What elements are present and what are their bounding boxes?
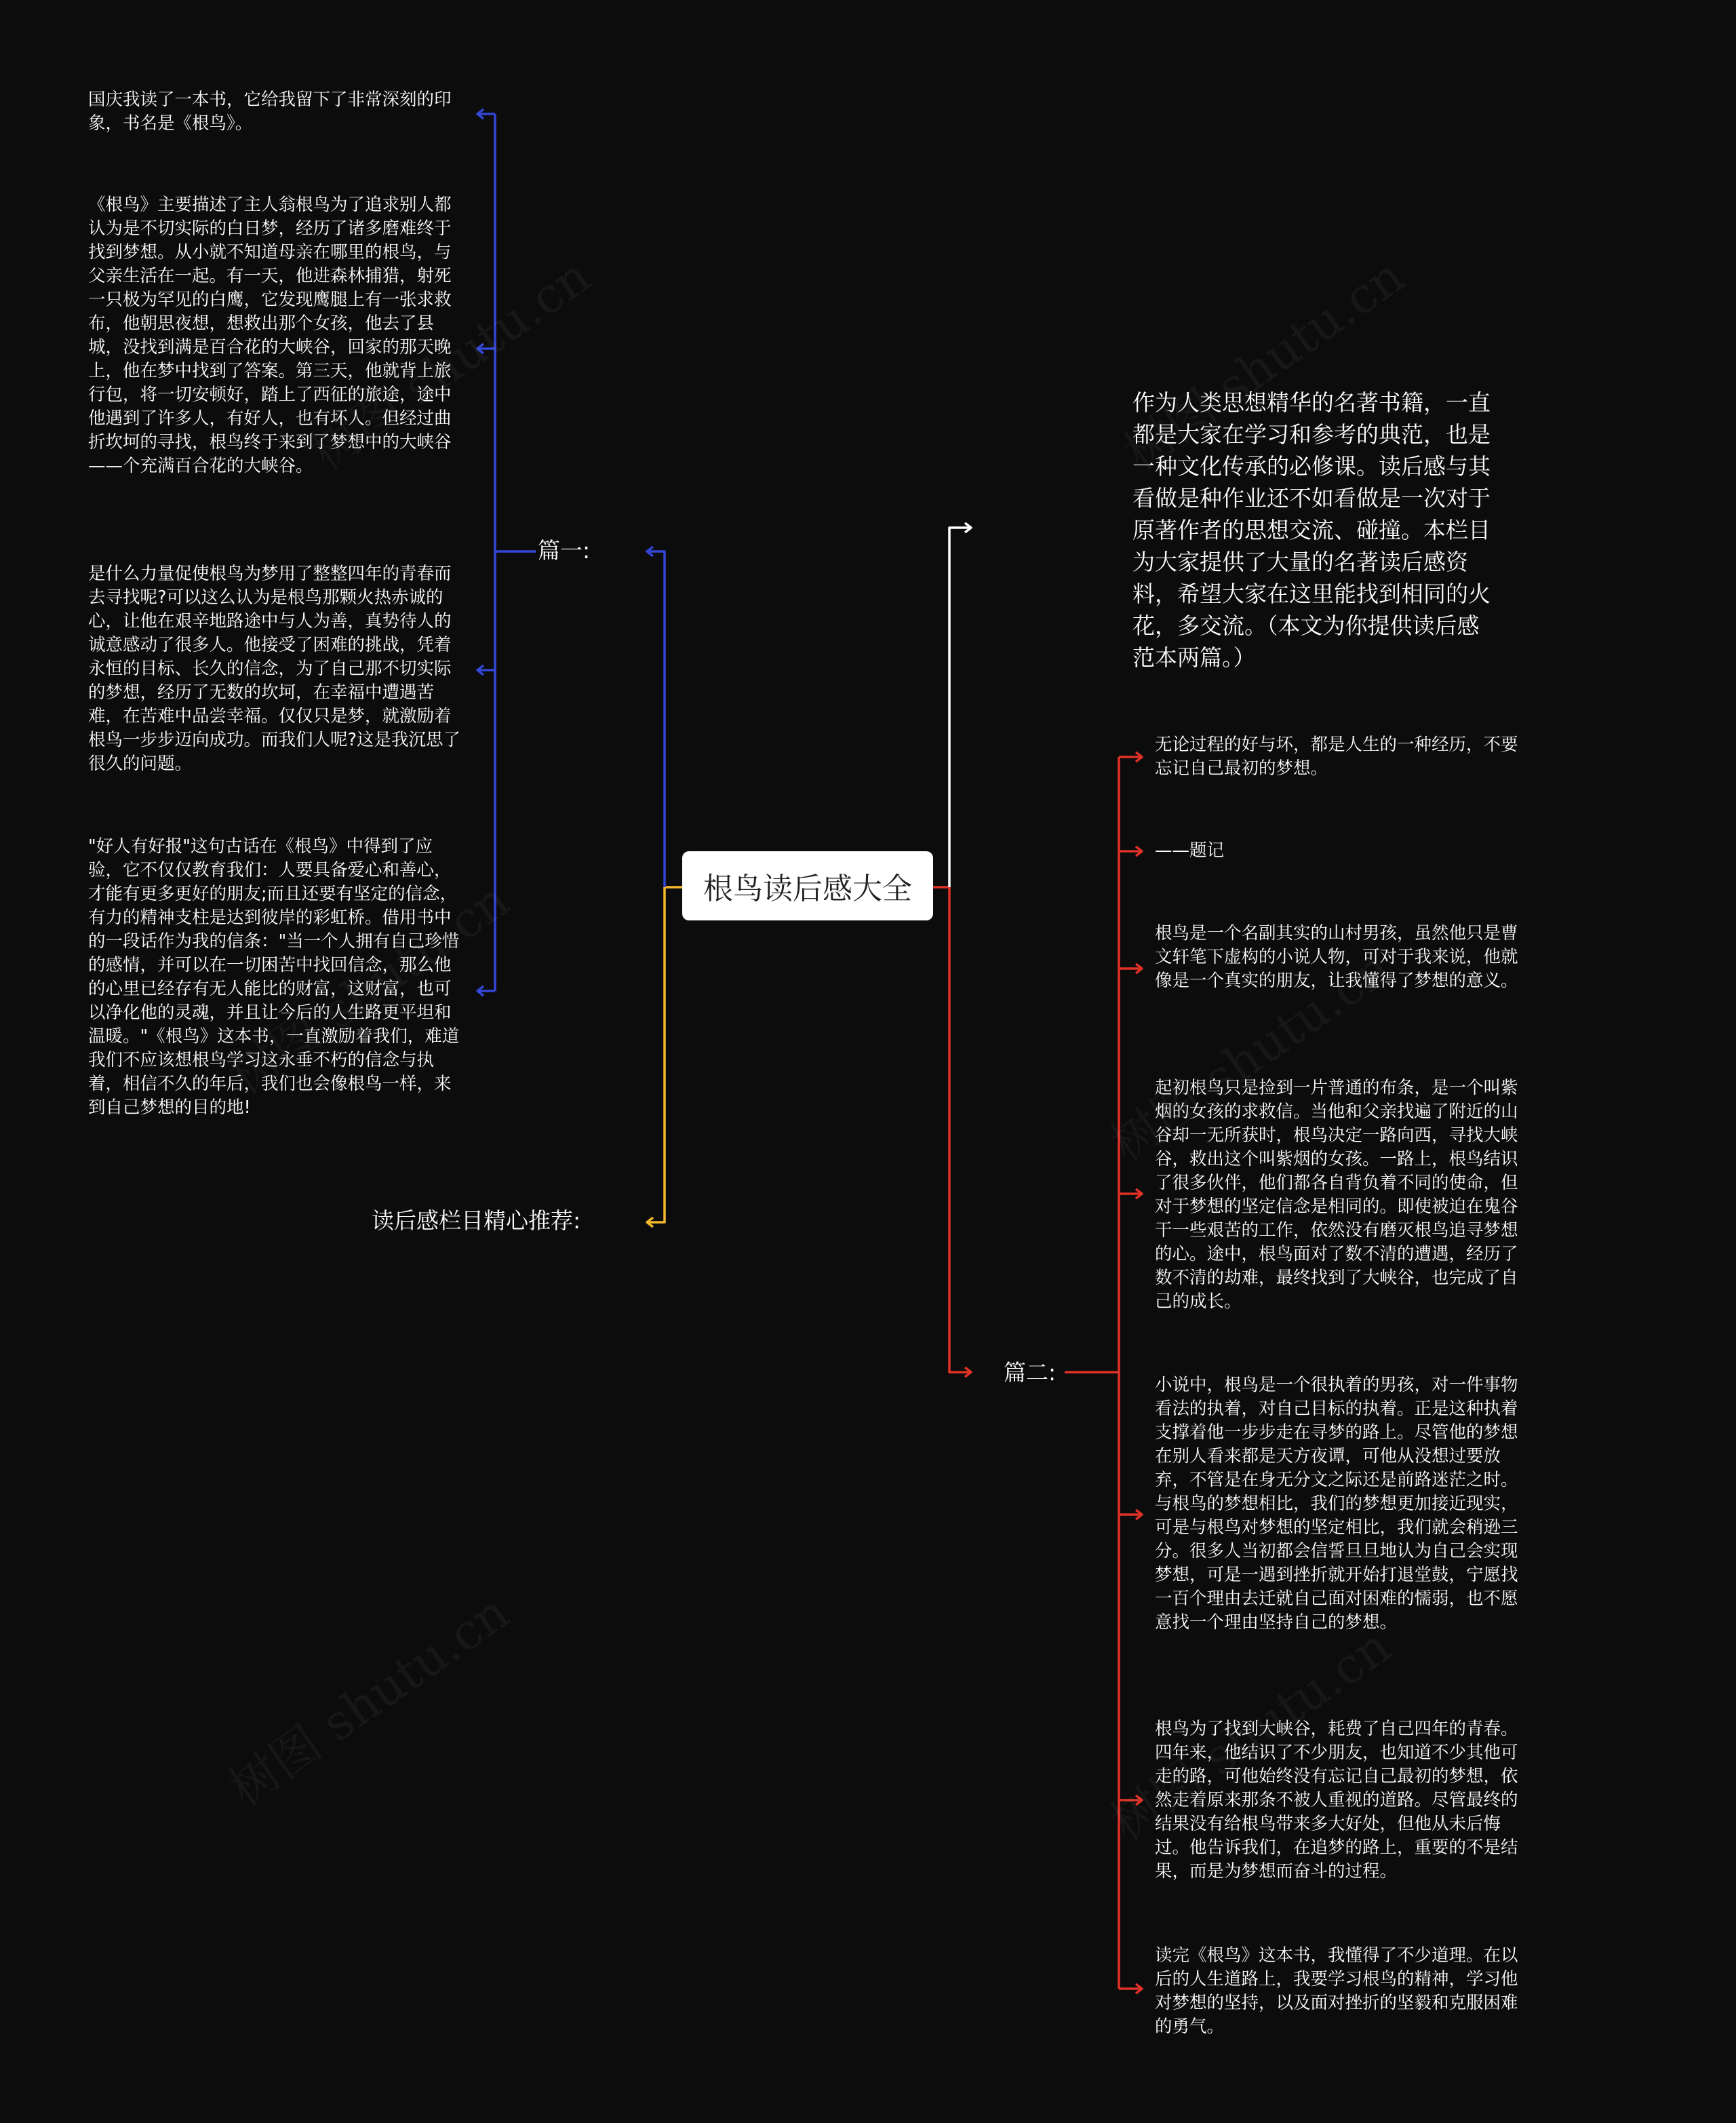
part1-leaf-4[interactable]: "好人有好报"这句古话在《根鸟》中得到了应验，它不仅仅教育我们：人要具备爱心和善心，才能有更多更好的朋友;而且还要有坚定的信念，有力的精神支柱是达到彼岸的彩虹桥。借用书中的一段话作为我的信条："当一个人拥有自己珍惜的感情，并可以在一切困苦中找回信念，那么他的心里已经存有无人能比的财富，这财富，也可以净化他的灵魂，并且让今后的人生路更平坦和温暖。"《根鸟》这本书，一直激励着我们，难道我们不应该想根鸟学习这永垂不朽的信念与执着，相信不久的年后，我们也会像根鸟一样，来到自己梦想的目的地! [88,836,460,1118]
part2-leaf-6[interactable]: 根鸟为了找到大峡谷，耗费了自己四年的青春。四年来，他结识了不少朋友，也知道不少其他可走的路，可他始终没有忘记自己最初的梦想，依然走着原来那条不被人重视的道路。尽管最终的结果没有给根鸟带来多大好处，但他从未后悔过。他告诉我们，在追梦的路上，重要的不是结果，而是为梦想而奋斗的过程。 [1155,1719,1518,1882]
connector-part1 [647,551,665,887]
branch-label: 读后感栏目精心推荐: [372,1207,581,1234]
connector-recommend [647,887,665,1222]
branch-label: 篇一: [538,537,591,564]
root-node[interactable] [682,851,933,920]
connector-intro [949,528,971,887]
part2-leaf-2[interactable]: ——题记 [1155,840,1225,861]
branch-part2[interactable] [1004,1359,1056,1386]
branch-recommend[interactable] [372,1207,580,1234]
part2-leaf-7[interactable]: 读完《根鸟》这本书，我懂得了不少道理。在以后的人生道路上，我要学习根鸟的精神，学习他对梦想的坚持，以及面对挫折的坚毅和克服困难的勇气。 [1155,1945,1518,2037]
branch-part1[interactable] [538,537,590,564]
branch-label: 篇二: [1004,1359,1057,1386]
part2-leaf-1[interactable]: 无论过程的好与坏，都是人生的一种经历，不要忘记自己最初的梦想。 [1155,735,1518,779]
part1-leaf-2[interactable]: 《根鸟》主要描述了主人翁根鸟为了追求别人都认为是不切实际的白日梦，经历了诸多磨难终于找到梦想。从小就不知道母亲在哪里的根鸟，与父亲生活在一起。有一天，他进森林捕猎，射死一只极为罕见的白鹰，它发现鹰腿上有一张求救布，他朝思夜想，想救出那个女孩，他去了县城，没找到满是百合花的大峡谷，回家的那天晚上，他在梦中找到了答案。第三天，他就背上旅行包，将一切安顿好，踏上了西征的旅途，途中他遇到了许多人，有好人，也有坏人。但经过曲折坎坷的寻找，根鸟终于来到了梦想中的大峡谷——个充满百合花的大峡谷。 [88,195,452,476]
part2-leaf-4[interactable]: 起初根鸟只是捡到一片普通的布条，是一个叫紫烟的女孩的求救信。当他和父亲找遍了附近的山谷却一无所获时，根鸟决定一路向西，寻找大峡谷，救出这个叫紫烟的女孩。一路上，根鸟结识了很多伙伴，他们都各自背负着不同的使命，但对于梦想的坚定信念是相同的。即使被迫在鬼谷干一些艰苦的工作，依然没有磨灭根鸟追寻梦想的心。途中，根鸟面对了数不清的遭遇，经历了数不清的劫难，最终找到了大峡谷，也完成了自己的成长。 [1155,1078,1518,1312]
part1-leaf-3[interactable]: 是什么力量促使根鸟为梦用了整整四年的青春而去寻找呢?可以这么认为是根鸟那颗火热赤诚的心，让他在艰辛地路途中与人为善，真势待人的诚意感动了很多人。他接受了困难的挑战，凭着永恒的目标、长久的信念，为了自己那不切实际的梦想，经历了无数的坎坷，在幸福中遭遇苦难，在苦难中品尝幸福。仅仅只是梦，就激励着根鸟一步步迈向成功。而我们人呢?这是我沉思了很久的问题。 [88,564,461,774]
root-label: 根鸟读后感大全 [703,872,912,906]
part1-leaf-1[interactable]: 国庆我读了一本书，它给我留下了非常深刻的印象，书名是《根鸟》。 [88,90,452,134]
part2-leaf-5[interactable]: 小说中，根鸟是一个很执着的男孩，对一件事物看法的执着，对自己目标的执着。正是这种执着支撑着他一步步走在寻梦的路上。尽管他的梦想在别人看来都是天方夜谭，可他从没想过要放弃，不管是在身无分文之际还是前路迷茫之时。与根鸟的梦想相比，我们的梦想更加接近现实，可是与根鸟对梦想的坚定相比，我们就会稍逊三分。很多人当初都会信誓旦旦地认为自己会实现梦想，可是一遇到挫折就开始打退堂鼓，宁愿找一百个理由去迁就自己面对困难的懦弱，也不愿意找一个理由坚持自己的梦想。 [1155,1375,1518,1633]
intro-node[interactable]: 作为人类思想精华的名著书籍，一直都是大家在学习和参考的典范，也是一种文化传承的必修课。读后感与其看做是种作业还不如看做是一次对于原著作者的思想交流、碰撞。本栏目为大家提供了大量的名著读后感资料，希望大家在这里能找到相同的火花，多交流。（本文为你提供读后感范本两篇。） [1132,389,1491,671]
part2-leaf-3[interactable]: 根鸟是一个名副其实的山村男孩，虽然他只是曹文轩笔下虚构的小说人物，可对于我来说，他就像是一个真实的朋友，让我懂得了梦想的意义。 [1155,923,1518,991]
connector-part2 [949,887,971,1372]
